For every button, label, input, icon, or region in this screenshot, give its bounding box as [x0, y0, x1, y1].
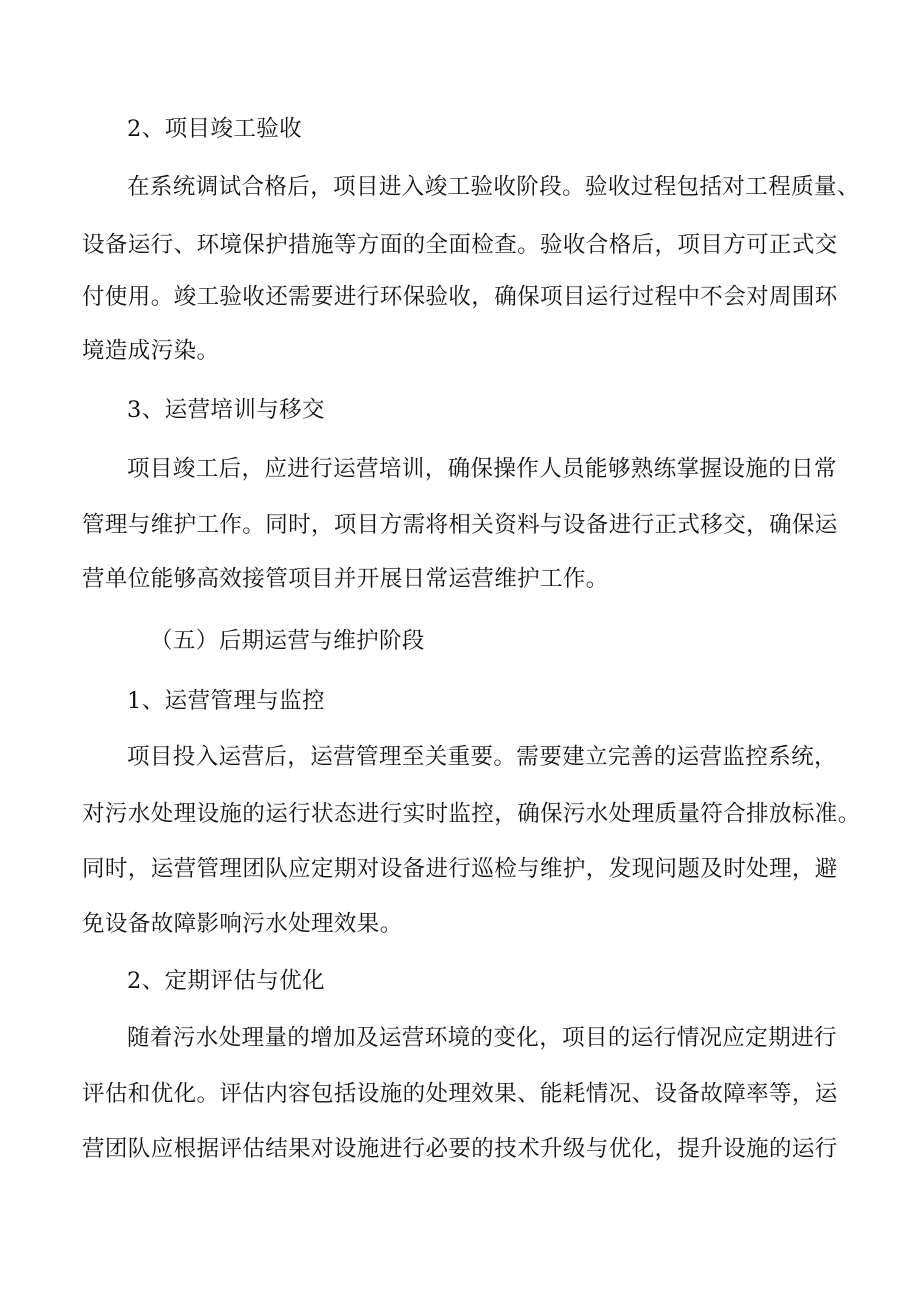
- paragraph-line: 项目投入运营后，运营管理至关重要。需要建立完善的运营监控系统，: [127, 744, 837, 770]
- paragraph-line: 项目竣工后，应进行运营培训，确保操作人员能够熟练掌握设施的日常: [127, 456, 837, 482]
- section-heading-later-operation: （五）后期运营与维护阶段: [150, 628, 425, 654]
- paragraph-line: 免设备故障影响污水处理效果。: [82, 911, 403, 937]
- paragraph-line: 境造成污染。: [82, 338, 220, 364]
- heading-periodic-evaluation-optimization: 2、定期评估与优化: [127, 968, 325, 994]
- paragraph-line: 设备运行、环境保护措施等方面的全面检查。验收合格后，项目方可正式交: [82, 232, 838, 258]
- paragraph-line: 评估和优化。评估内容包括设施的处理效果、能耗情况、设备故障率等，运: [82, 1081, 838, 1107]
- paragraph-line: 在系统调试合格后，项目进入竣工验收阶段。验收过程包括对工程质量、: [127, 174, 860, 200]
- paragraph-line: 付使用。竣工验收还需要进行环保验收，确保项目运行过程中不会对周围环: [82, 284, 838, 310]
- paragraph-line: 管理与维护工作。同时，项目方需将相关资料与设备进行正式移交，确保运: [82, 512, 838, 538]
- heading-operation-training-handover: 3、运营培训与移交: [127, 397, 325, 423]
- heading-operation-management-monitoring: 1、运营管理与监控: [127, 688, 325, 714]
- paragraph-line: 随着污水处理量的增加及运营环境的变化，项目的运行情况应定期进行: [127, 1025, 837, 1051]
- heading-project-completion-acceptance: 2、项目竣工验收: [127, 116, 303, 142]
- paragraph-line: 同时，运营管理团队应定期对设备进行巡检与维护，发现问题及时处理，避: [82, 856, 838, 882]
- paragraph-line: 营团队应根据评估结果对设施进行必要的技术升级与优化，提升设施的运行: [82, 1136, 838, 1162]
- paragraph-line: 营单位能够高效接管项目并开展日常运营维护工作。: [82, 566, 609, 592]
- paragraph-line: 对污水处理设施的运行状态进行实时监控，确保污水处理质量符合排放标准。: [82, 801, 861, 827]
